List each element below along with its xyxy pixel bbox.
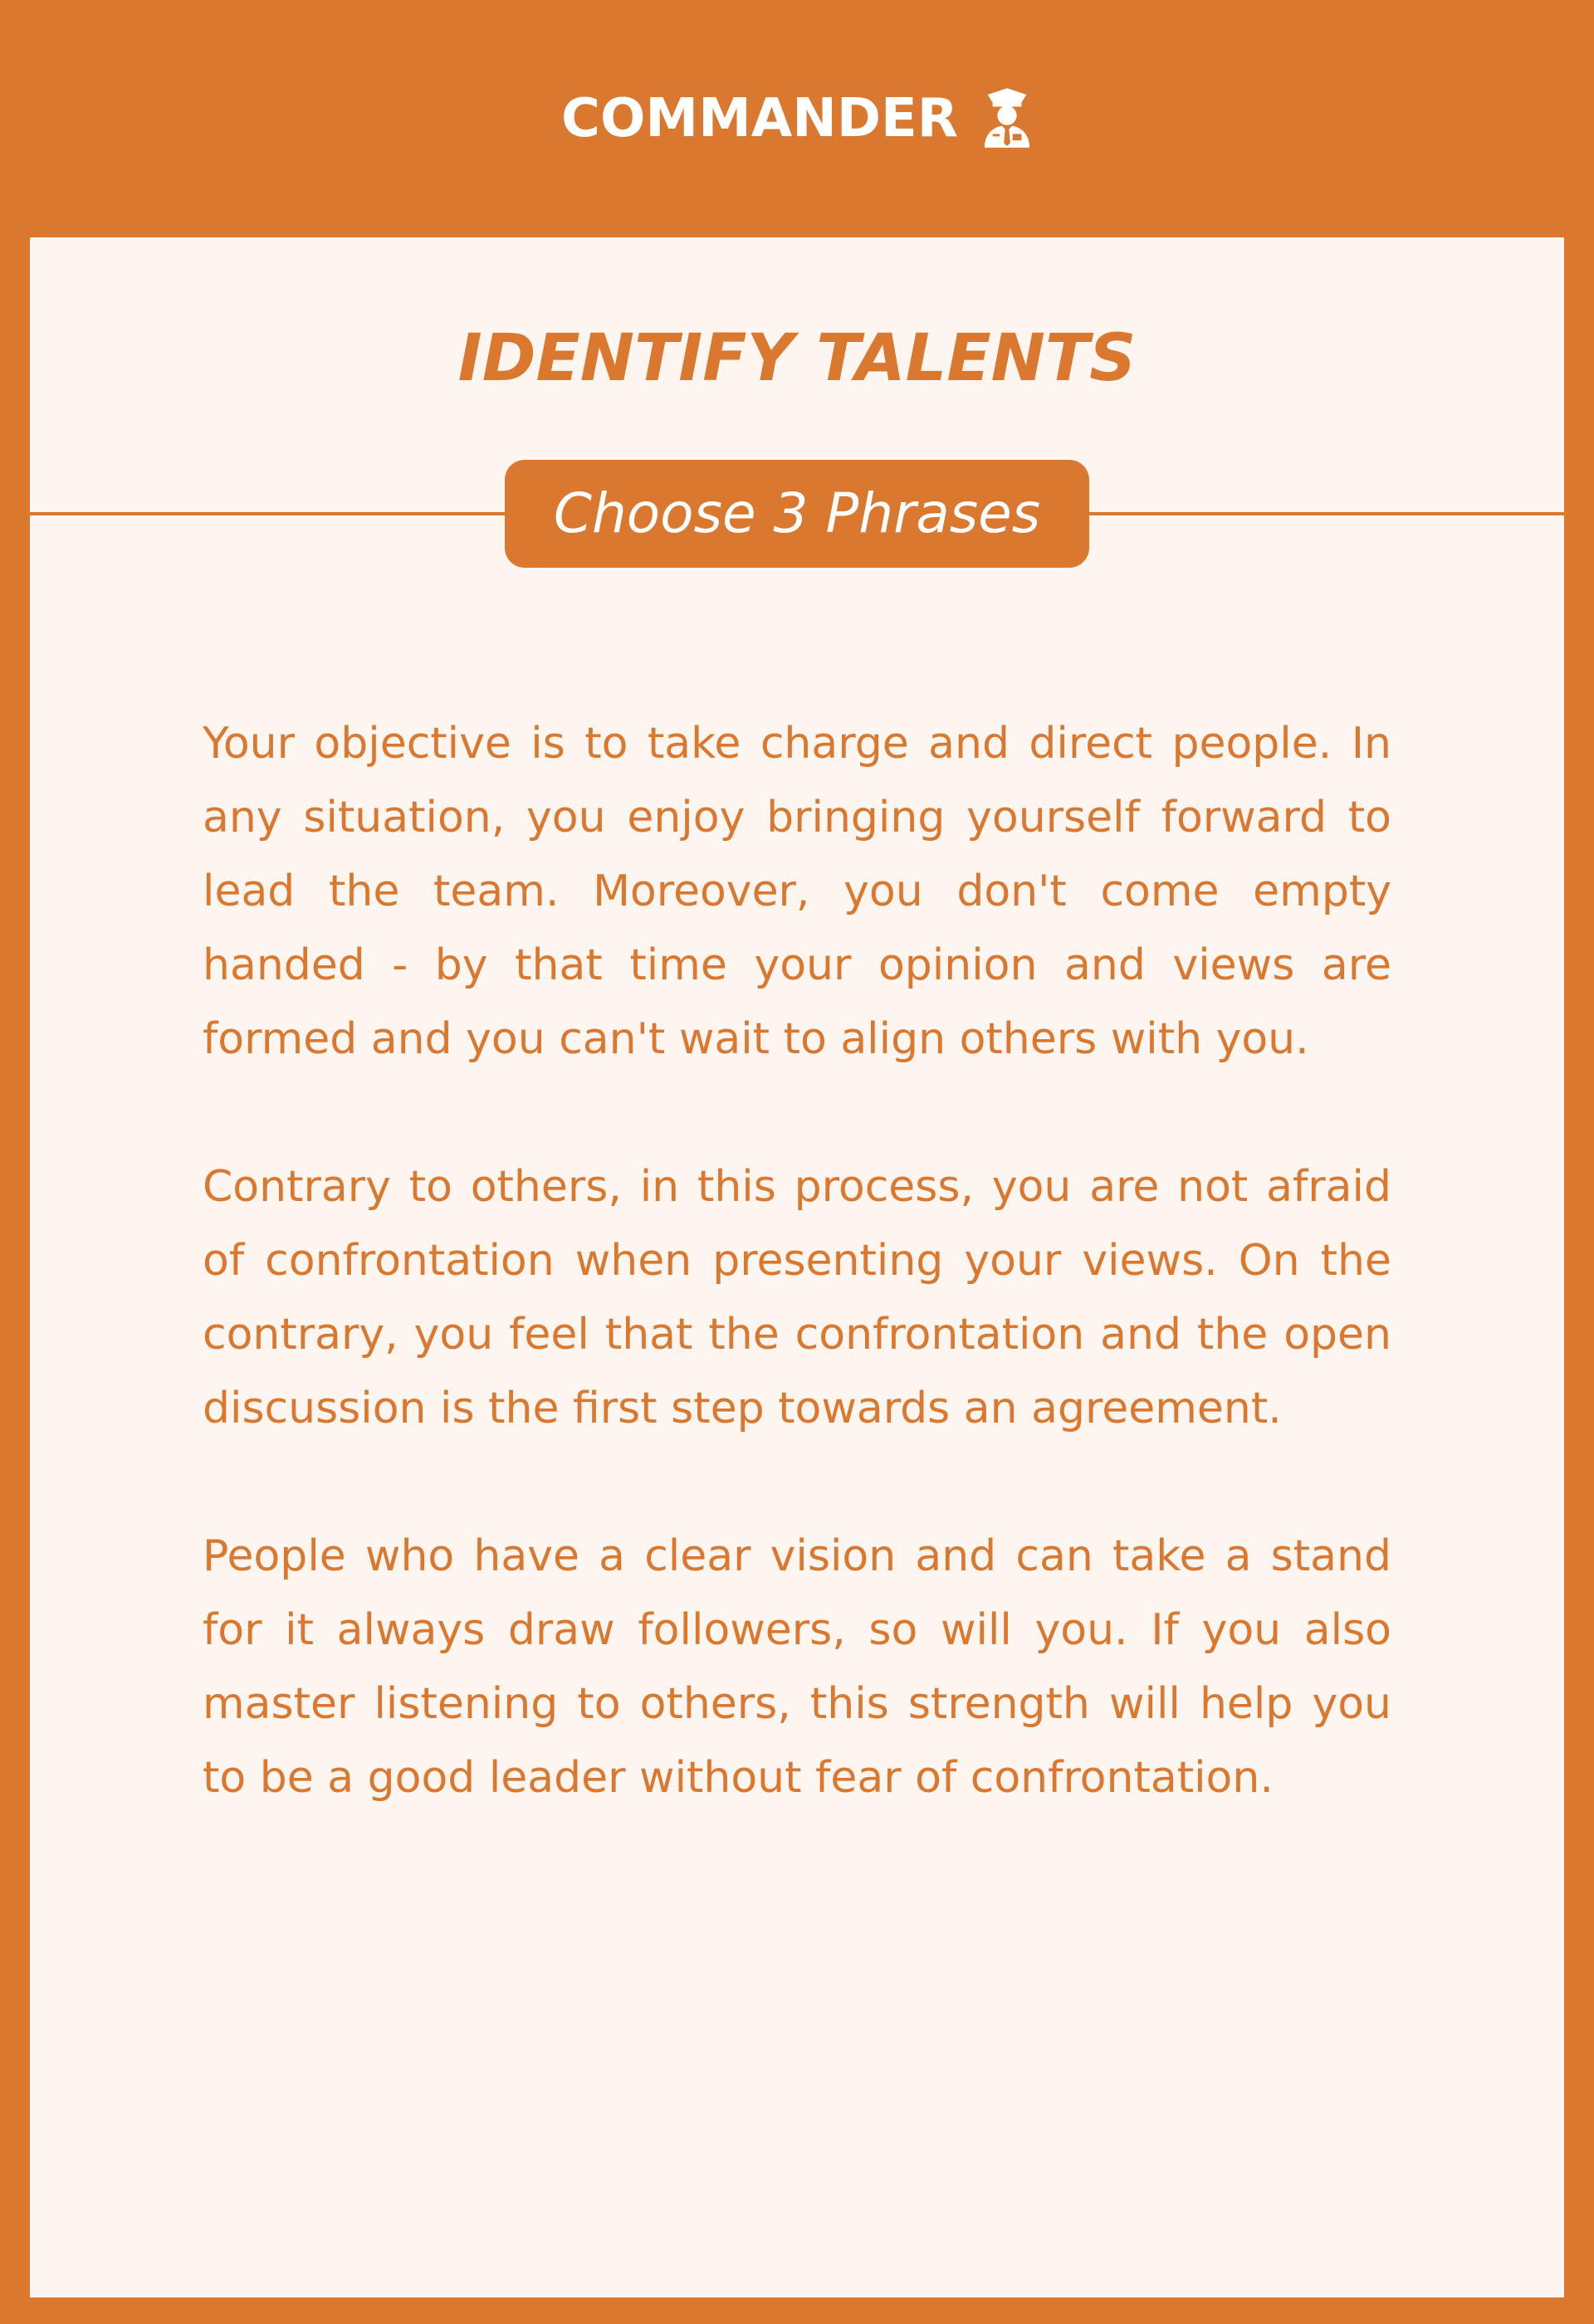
paragraph-2: Contrary to others, in this process, you are not afraid of confrontation when presenting your views. On the contrary, you feel that the confrontation and the open discussion is the first step towards an agreement.	[203, 1162, 1391, 1433]
paragraph-1: Your objective is to take charge and direct people. In any situation, you enjoy bringing yourself forward to lead the team. Moreover, you don't come empty handed - by that time your opinion and views are formed and you can't wait to align others with you.	[203, 719, 1391, 1064]
card-title: IDENTIFY TALENTS	[457, 321, 1137, 396]
header-bar	[0, 0, 1594, 237]
paragraph-3: People who have a clear vision and can take a stand for it always draw followers, so will you. If you also master listening to others, this strength will help you to be a good leader without fear of confrontation.	[203, 1531, 1391, 1803]
police-officer-icon	[981, 86, 1033, 151]
choose-phrases-pill: Choose 3 Phrases	[505, 460, 1089, 568]
header-title: COMMANDER	[561, 88, 958, 149]
content-card	[30, 237, 1564, 2297]
description-text	[203, 707, 1391, 1815]
